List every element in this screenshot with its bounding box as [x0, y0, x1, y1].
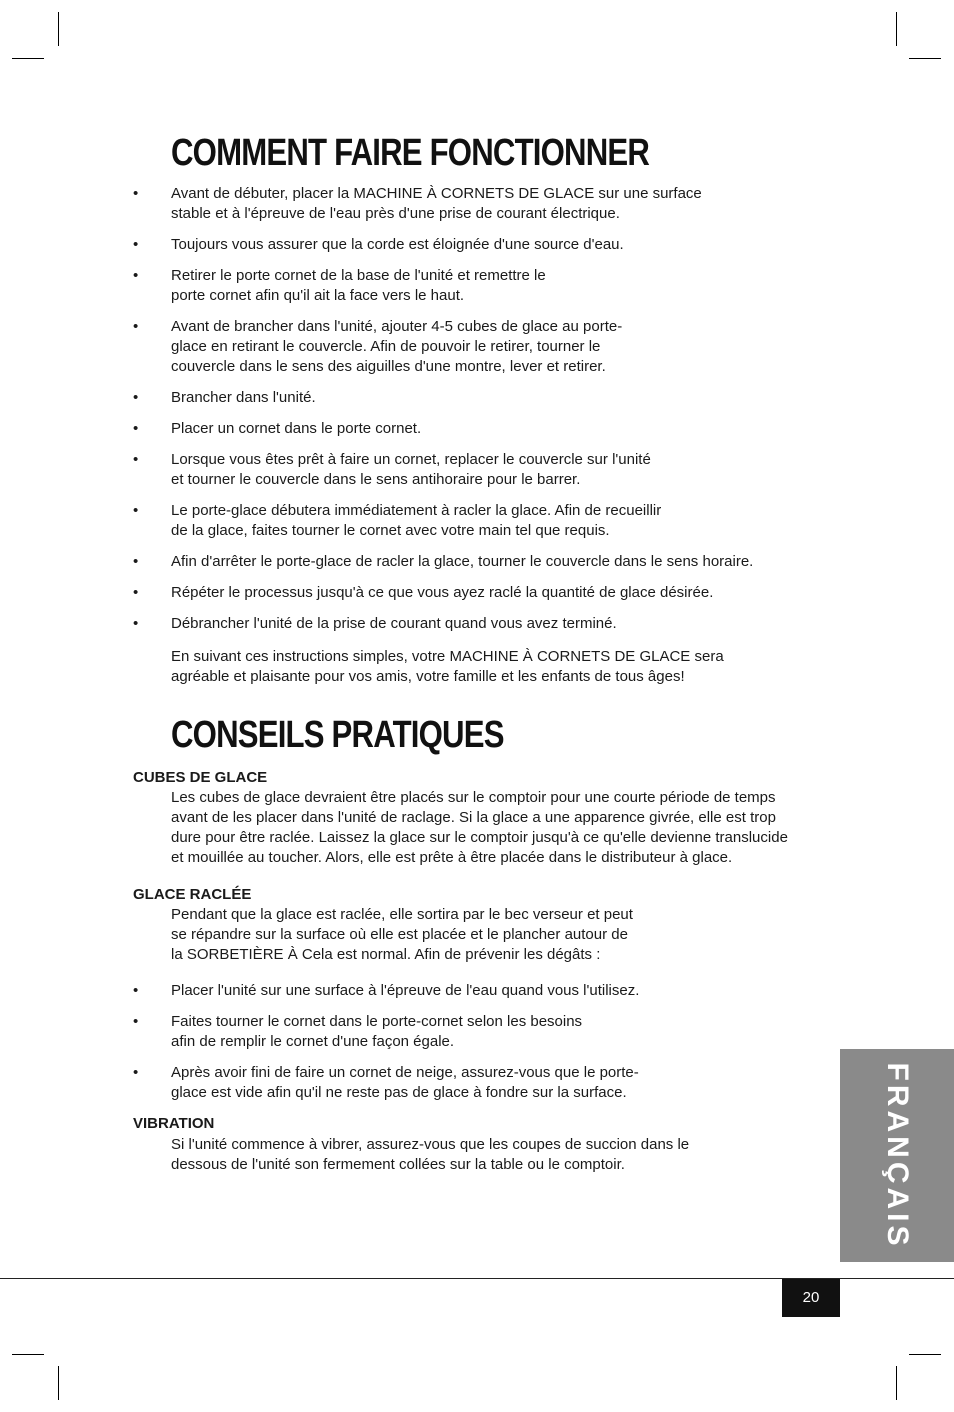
- crop-mark: [12, 58, 44, 59]
- shaved-paragraph: Pendant que la glace est raclée, elle sortira par le bec verseur et peut se répandre sur la surface où elle est placée et le plancher autour de la SORBETIÈRE À Cela est normal. Afin de prévenir les dégâts :: [171, 906, 633, 963]
- list-item: [133, 614, 833, 634]
- subheading-shaved: GLACE RACLÉE: [133, 886, 252, 903]
- instructions-list: [133, 184, 833, 645]
- bullet-glyph: •: [133, 553, 139, 570]
- crop-mark: [896, 1366, 897, 1400]
- list-item: [133, 450, 833, 490]
- list-item-text: Répéter le processus jusqu'à ce que vous ayez raclé la quantité de glace désirée.: [171, 584, 714, 601]
- page-number: 20: [782, 1279, 840, 1317]
- crop-mark: [12, 1354, 44, 1355]
- list-item-text: Placer un cornet dans le porte cornet.: [171, 420, 422, 437]
- list-item-text: Après avoir fini de faire un cornet de neige, assurez-vous que le porte- glace est vide afin qu'il ne reste pas de glace à fondre sur la surface.: [171, 1064, 639, 1101]
- list-item-text: Retirer le porte cornet de la base de l'unité et remettre le porte cornet afin qu'il ait la face vers le haut.: [171, 267, 546, 304]
- bullet-glyph: •: [133, 1013, 139, 1030]
- list-item: [133, 184, 833, 224]
- list-item-text: Avant de brancher dans l'unité, ajouter 4-5 cubes de glace au porte- glace en retirant le couvercle. Afin de pouvoir le retirer, tourner le couvercle dans le sens des aiguilles d'une montre, lever et retirer.: [171, 318, 623, 375]
- closing-paragraph: En suivant ces instructions simples, votre MACHINE À CORNETS DE GLACE sera agréable et plaisante pour vos amis, votre famille et les enfants de tous âges!: [171, 648, 724, 685]
- list-item: [133, 1012, 833, 1052]
- crop-mark: [58, 12, 59, 46]
- bullet-glyph: •: [133, 615, 139, 632]
- list-item: [133, 317, 833, 377]
- bullet-glyph: •: [133, 982, 139, 999]
- section-title: CONSEILS PRATIQUES: [171, 714, 504, 756]
- list-item-text: Placer l'unité sur une surface à l'épreuve de l'eau quand vous l'utilisez.: [171, 982, 640, 999]
- bullet-glyph: •: [133, 389, 139, 406]
- list-item-text: Toujours vous assurer que la corde est éloignée d'une source d'eau.: [171, 236, 624, 253]
- list-item: [133, 1063, 833, 1103]
- bullet-glyph: •: [133, 451, 139, 468]
- list-item: [133, 583, 833, 603]
- crop-mark: [909, 1354, 941, 1355]
- list-item: [133, 266, 833, 306]
- list-item: [133, 235, 833, 255]
- bullet-glyph: •: [133, 185, 139, 202]
- bullet-glyph: •: [133, 420, 139, 437]
- crop-mark: [896, 12, 897, 46]
- subheading-vibration: VIBRATION: [133, 1115, 215, 1132]
- section-title: COMMENT FAIRE FONCTIONNER: [171, 132, 650, 174]
- list-item: [133, 552, 833, 572]
- language-tab: [840, 1049, 954, 1262]
- list-item-text: Lorsque vous êtes prêt à faire un cornet, replacer le couvercle sur l'unité et tourner le couvercle dans le sens antihoraire pour le barrer.: [171, 451, 651, 488]
- bullet-glyph: •: [133, 1064, 139, 1081]
- list-item-text: Débrancher l'unité de la prise de courant quand vous avez terminé.: [171, 615, 617, 632]
- bullet-glyph: •: [133, 502, 139, 519]
- list-item: [133, 388, 833, 408]
- list-item: [133, 501, 833, 541]
- list-item: [133, 981, 833, 1001]
- list-item-text: Le porte-glace débutera immédiatement à racler la glace. Afin de recueillir de la glace, faites tourner le cornet avec votre main tel que requis.: [171, 502, 662, 539]
- cubes-paragraph: Les cubes de glace devraient être placés sur le comptoir pour une courte période de temps avant de les placer dans l'unité de raclage. Si la glace a une apparence givrée, elle est trop dure pour être raclée. Laissez la glace sur le comptoir jusqu'à ce qu'elle devienne translucide et mouillée au toucher. Alors, elle est prête à être placée dans le distributeur à glace.: [171, 789, 788, 866]
- bullet-glyph: •: [133, 236, 139, 253]
- list-item: [133, 419, 833, 439]
- list-item-text: Faites tourner le cornet dans le porte-cornet selon les besoins afin de remplir le cornet d'une façon égale.: [171, 1013, 583, 1050]
- language-tab-label: FRANÇAIS: [881, 1062, 914, 1249]
- subheading-cubes: CUBES DE GLACE: [133, 769, 268, 786]
- bullet-glyph: •: [133, 318, 139, 335]
- crop-mark: [58, 1366, 59, 1400]
- list-item-text: Afin d'arrêter le porte-glace de racler la glace, tourner le couvercle dans le sens horaire.: [171, 553, 754, 570]
- bullet-glyph: •: [133, 267, 139, 284]
- list-item-text: Avant de débuter, placer la MACHINE À CORNETS DE GLACE sur une surface stable et à l'épreuve de l'eau près d'une prise de courant électrique.: [171, 185, 702, 222]
- list-item-text: Brancher dans l'unité.: [171, 389, 316, 406]
- crop-mark: [909, 58, 941, 59]
- bullet-glyph: •: [133, 584, 139, 601]
- shaved-tips-list: [133, 981, 833, 1114]
- vibration-paragraph: Si l'unité commence à vibrer, assurez-vous que les coupes de succion dans le dessous de l'unité son fermement collées sur la table ou le comptoir.: [171, 1136, 690, 1173]
